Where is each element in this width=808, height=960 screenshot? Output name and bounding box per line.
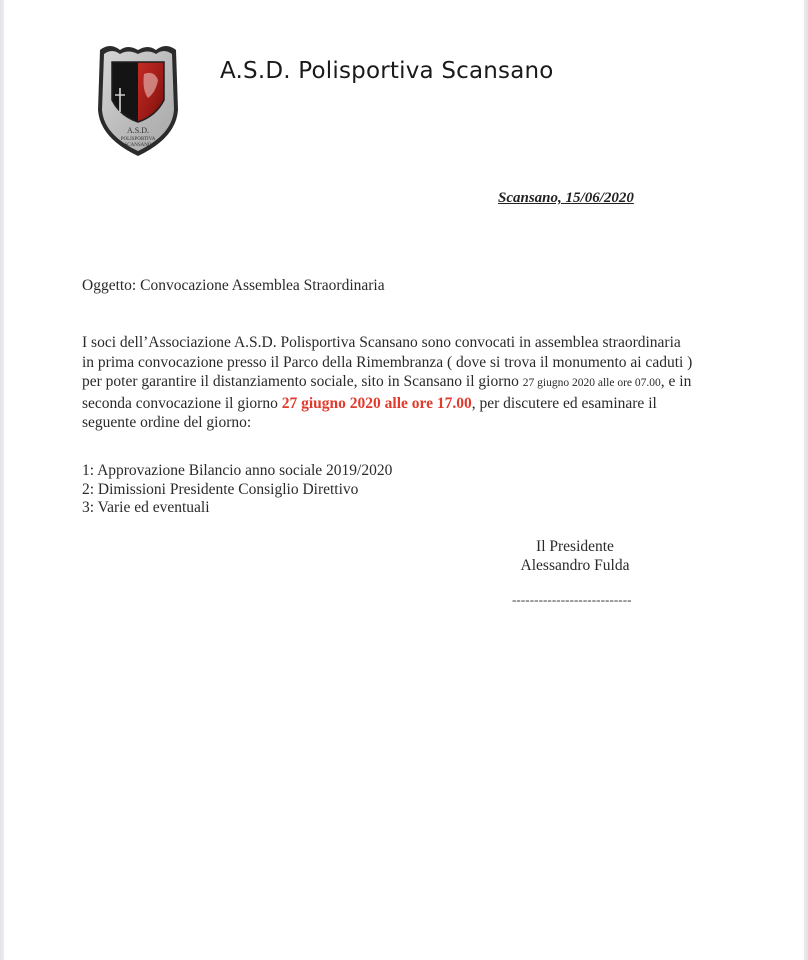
signer-title: Il Presidente (536, 538, 614, 555)
organization-name: A.S.D. Polisportiva Scansano (220, 58, 554, 84)
document-page (4, 0, 804, 960)
agenda-item: 3: Varie ed eventuali (82, 499, 210, 516)
agenda-item: 2: Dimissioni Presidente Consiglio Direttivo (82, 480, 359, 498)
second-convocation-time: 27 giugno 2020 alle ore 17.00 (281, 394, 472, 412)
page-edge-right (804, 0, 808, 960)
signature-line: --------------------------- (512, 592, 632, 607)
body-line-4-prefix: seconda convocazione il giorno (82, 394, 282, 412)
agenda-list (82, 462, 392, 518)
convocation-body (82, 333, 762, 433)
body-line-2: in prima convocazione presso il Parco della Rimembranza ( dove si trova il monumento ai caduti ) (82, 353, 693, 371)
body-line-4 (82, 394, 762, 414)
club-shield-logo-icon (90, 40, 186, 158)
agenda-item: 1: Approvazione Bilancio anno sociale 2019/2020 (82, 462, 393, 479)
first-convocation-time: 27 giugno 2020 alle ore 07.00 (522, 377, 661, 389)
document-date: Scansano, 15/06/2020 (498, 190, 634, 206)
body-line-3-prefix: per poter garantire il distanziamento sociale, sito in Scansano il giorno (82, 373, 523, 390)
body-line-5: seguente ordine del giorno: (82, 414, 252, 431)
signature-block (510, 537, 640, 575)
svg-text:SCANSANO: SCANSANO (124, 143, 152, 148)
document-subject: Oggetto: Convocazione Assemblea Straordinaria (82, 277, 385, 294)
svg-text:A.S.D.: A.S.D. (126, 126, 150, 135)
body-line-3-suffix: , e in (660, 373, 692, 390)
body-line-3 (82, 372, 762, 394)
signer-name: Alessandro Fulda (520, 557, 630, 574)
body-line-4-suffix: , per discutere ed esaminare il (471, 394, 657, 412)
body-line-1: I soci dell’Associazione A.S.D. Polisportiva Scansano sono convocati in assemblea straordinaria (82, 334, 681, 351)
svg-text:POLISPORTIVA: POLISPORTIVA (120, 137, 156, 142)
